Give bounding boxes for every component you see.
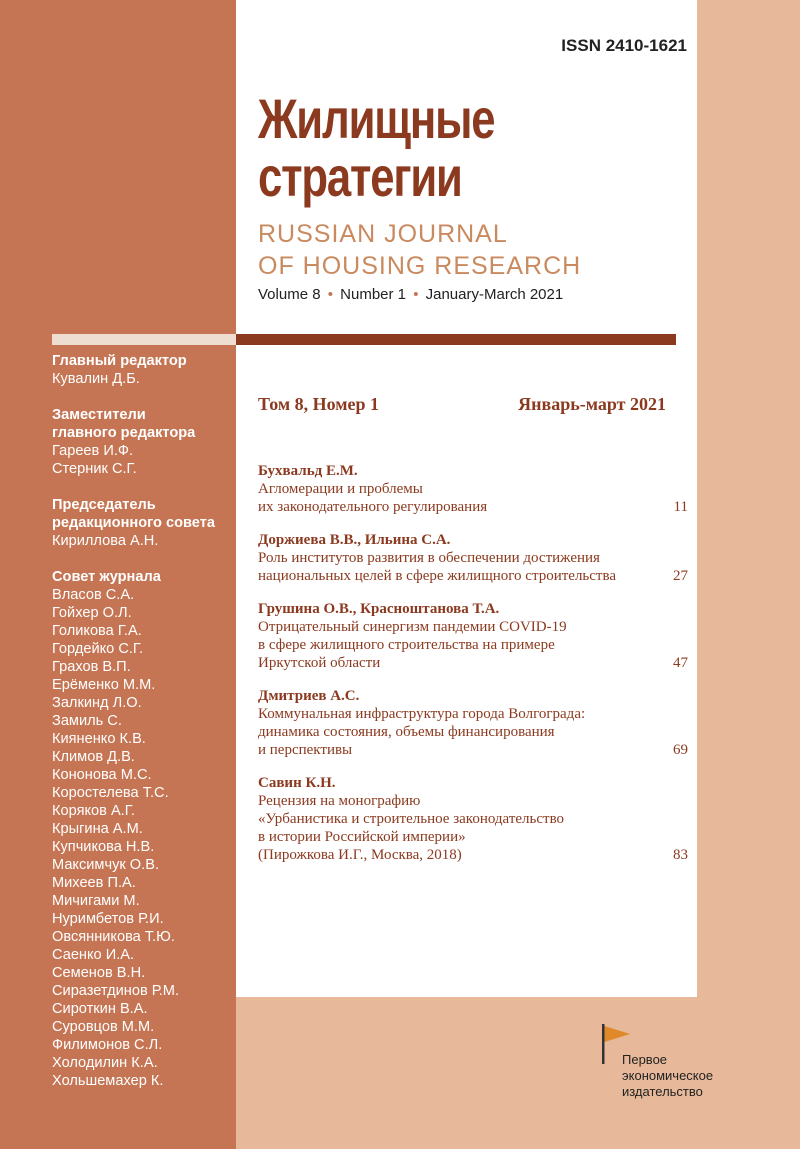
board-member: Нуримбетов Р.И. [52, 911, 164, 927]
board-member: Кувалин Д.Б. [52, 371, 140, 387]
board-member: Кононова М.С. [52, 767, 152, 783]
toc-entry[interactable] [258, 462, 688, 516]
cover-panel [236, 0, 697, 997]
board-member: Крыгина А.М. [52, 821, 143, 837]
toc-page-number: 11 [673, 499, 688, 515]
board-role: главного редактора [52, 425, 196, 441]
board-member: Хольшемахер К. [52, 1073, 164, 1089]
board-role: Заместители [52, 407, 146, 423]
toc-article-title: Коммунальная инфраструктура города Волгограда: [258, 706, 586, 722]
board-member: Кияненко К.В. [52, 731, 146, 747]
issue-period: January-March 2021 [425, 286, 564, 303]
toc-authors: Дмитриев А.С. [258, 688, 360, 704]
journal-subtitle [258, 218, 581, 282]
toc-article-title: и перспективы [258, 742, 353, 758]
publisher-name [622, 1052, 762, 1100]
toc-page-number: 47 [673, 655, 688, 671]
board-member: Овсянникова Т.Ю. [52, 929, 175, 945]
volume-line [258, 394, 666, 415]
board-member: Кириллова А.Н. [52, 533, 159, 549]
toc-entry[interactable] [258, 774, 688, 864]
editorial-board [52, 352, 234, 1108]
toc-entry[interactable] [258, 600, 688, 672]
toc-article-title: национальных целей в сфере жилищного строительства [258, 568, 617, 584]
toc-article-title: Иркутской области [258, 655, 381, 671]
board-member: Замиль С. [52, 713, 122, 729]
issn: ISSN 2410-1621 [561, 36, 687, 55]
toc-entry[interactable] [258, 687, 688, 759]
board-member: Сиразетдинов Р.М. [52, 983, 180, 999]
journal-subtitle-line: RUSSIAN JOURNAL [258, 220, 508, 248]
separator-dot: • [327, 286, 333, 303]
toc-page-number: 83 [673, 847, 688, 863]
toc-article-title: динамика состояния, объемы финансирования [258, 724, 555, 740]
toc-article-title: в истории Российской империи» [258, 829, 466, 845]
journal-subtitle-line: OF HOUSING RESEARCH [258, 252, 582, 280]
toc-page-number: 27 [673, 568, 688, 584]
board-member: Купчикова Н.В. [52, 839, 155, 855]
board-member: Голикова Г.А. [52, 623, 142, 639]
toc-article-title: «Урбанистика и строительное законодательство [258, 811, 565, 827]
board-member: Мичигами М. [52, 893, 140, 909]
toc-article-title: Рецензия на монографию [258, 793, 421, 809]
issue-volume: Volume 8 [258, 286, 321, 303]
separator-dot: • [413, 286, 419, 303]
board-group [52, 496, 234, 550]
board-group [52, 568, 234, 1090]
board-member: Ерёменко М.М. [52, 677, 156, 693]
toc-article-title: Роль институтов развития в обеспечении достижения [258, 550, 600, 566]
toc-article-title: Отрицательный синергизм пандемии COVID-19 [258, 619, 567, 635]
volume-period: Январь-март 2021 [518, 394, 666, 414]
title-divider [236, 334, 676, 345]
toc-authors: Доржиева В.В., Ильина С.А. [258, 532, 451, 548]
board-member: Филимонов С.Л. [52, 1037, 163, 1053]
board-role: редакционного совета [52, 515, 215, 531]
board-member: Холодилин К.А. [52, 1055, 158, 1071]
volume-number: Том 8, Номер 1 [258, 394, 380, 414]
publisher-name-line: Первое [622, 1052, 668, 1067]
board-member: Гордейко С.Г. [52, 641, 144, 657]
issue-info [258, 286, 563, 303]
toc-article-title: в сфере жилищного строительства на примере [258, 637, 555, 653]
toc-authors: Бухвальд Е.М. [258, 463, 358, 479]
board-member: Суровцов М.М. [52, 1019, 155, 1035]
board-member: Саенко И.А. [52, 947, 135, 963]
board-member: Семенов В.Н. [52, 965, 146, 981]
toc-authors: Грушина О.В., Красноштанова Т.А. [258, 601, 500, 617]
board-role: Председатель [52, 497, 156, 513]
toc-article-title: Агломерации и проблемы [258, 481, 423, 497]
board-member: Грахов В.П. [52, 659, 131, 675]
toc-entry[interactable] [258, 531, 688, 585]
board-member: Коростелева Т.С. [52, 785, 169, 801]
board-role: Совет журнала [52, 569, 161, 585]
board-member: Стерник С.Г. [52, 461, 137, 477]
board-member: Гареев И.Ф. [52, 443, 134, 459]
toc-article-title: их законодательного регулирования [258, 499, 488, 515]
board-member: Михеев П.А. [52, 875, 136, 891]
board-member: Залкинд Л.О. [52, 695, 142, 711]
journal-title-line: стратегии [258, 145, 462, 208]
issue-number: Number 1 [340, 286, 407, 303]
toc-authors: Савин К.Н. [258, 775, 336, 791]
toc-page-number: 69 [673, 742, 688, 758]
toc-article-title: (Пирожкова И.Г., Москва, 2018) [258, 847, 462, 863]
table-of-contents [258, 462, 688, 879]
board-group [52, 352, 234, 388]
board-role: Главный редактор [52, 353, 187, 369]
board-member: Власов С.А. [52, 587, 135, 603]
board-member: Гойхер О.Л. [52, 605, 132, 621]
board-member: Климов Д.В. [52, 749, 135, 765]
board-member: Коряков А.Г. [52, 803, 135, 819]
board-member: Сироткин В.А. [52, 1001, 148, 1017]
sidebar-divider [52, 334, 236, 345]
board-member: Максимчук О.В. [52, 857, 160, 873]
sidebar [0, 0, 236, 1149]
journal-title-line: Жилищные [258, 87, 495, 150]
publisher-name-line: издательство [622, 1084, 703, 1099]
journal-title [258, 87, 495, 208]
publisher-name-line: экономическое [622, 1068, 714, 1083]
board-group [52, 406, 234, 478]
